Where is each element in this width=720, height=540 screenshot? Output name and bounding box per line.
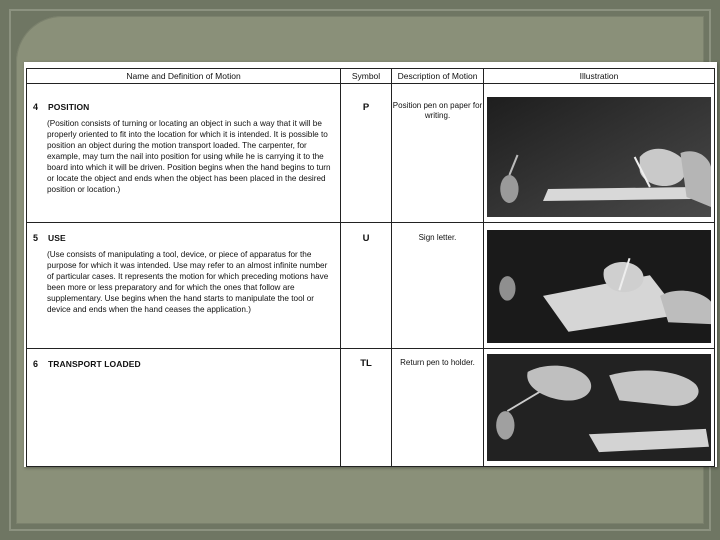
illustration-cell [484, 349, 715, 467]
motion-name: TRANSPORT LOADED [48, 359, 141, 369]
illustration-cell [484, 84, 715, 223]
motion-symbol: P [341, 84, 392, 223]
photo-return-pen [487, 354, 711, 461]
motion-symbol: U [341, 223, 392, 349]
motion-definition-cell [27, 84, 341, 223]
motion-definition: (Use consists of manipulating a tool, device, or piece of apparatus for the purpose for which it was intended. Use may refer to an almost infinite number of particular cases. It represents the motion for which preceding motions have been more or less preparatory and for which the ones that follow are supplementary. Use begins when the hand starts to manipulate the tool or device and ends when the hand ceases the application.) [47, 250, 329, 314]
photo-position-pen [487, 97, 711, 217]
motion-number: 6 [33, 359, 39, 369]
header-illustration: Illustration [484, 69, 715, 84]
table-row [27, 223, 715, 349]
header-description: Description of Motion [392, 69, 484, 84]
photo-sign-letter [487, 230, 711, 343]
scanned-document [24, 62, 717, 467]
motion-table [26, 68, 715, 467]
motion-number: 5 [33, 233, 39, 243]
header-symbol: Symbol [341, 69, 392, 84]
illustration-cell [484, 223, 715, 349]
motion-symbol: TL [341, 349, 392, 467]
motion-description: Sign letter. [392, 223, 484, 349]
motion-number: 4 [33, 102, 39, 112]
motion-definition-cell [27, 349, 341, 467]
header-name: Name and Definition of Motion [27, 69, 341, 84]
table-row [27, 349, 715, 467]
motion-definition-cell [27, 223, 341, 349]
motion-name: POSITION [48, 102, 90, 112]
motion-description: Position pen on paper for writing. [392, 84, 484, 223]
motion-name: USE [48, 233, 66, 243]
motion-definition: (Position consists of turning or locating an object in such a way that it will be properly oriented to fit into the location for which it is intended. It is possible to position an object during the motion transport loaded. The carpenter, for example, may turn the nail into position for using while he is carrying it to the board into which it will be driven. Position begins when the hand begins to turn or locate the object and ends when the object has been placed in the desired position or location.) [47, 119, 331, 194]
table-row [27, 84, 715, 223]
motion-description: Return pen to holder. [392, 349, 484, 467]
table-header-row [27, 69, 715, 84]
